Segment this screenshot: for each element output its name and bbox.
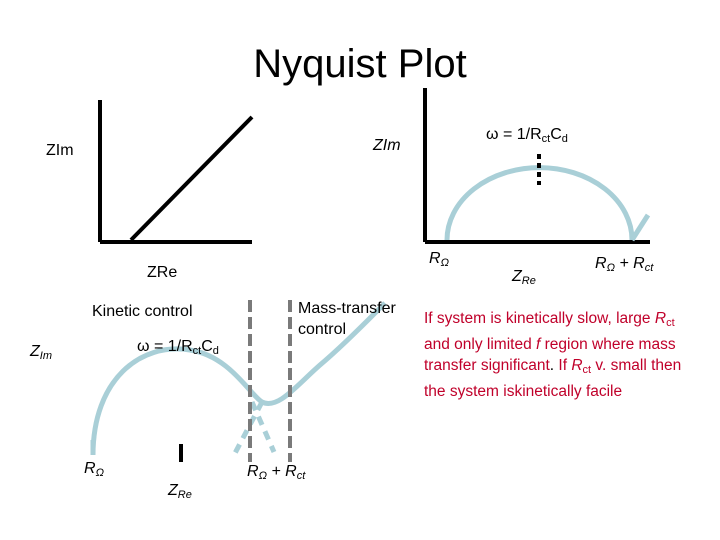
mixed-omega-label: $\omega = 1/R_{ct}C_d$ (137, 338, 219, 357)
mixed-dashed-extension-2 (252, 402, 274, 452)
semicircle-x-label: $Z_{Re}$ (512, 268, 536, 287)
mixed-r-omega-label: $R_\Omega$ (84, 460, 104, 479)
semicircle-panel (425, 88, 650, 242)
mass-transfer-label-line1: Mass-transfer (298, 300, 396, 317)
page-title: Nyquist Plot (253, 42, 467, 86)
mixed-y-label: $Z_{Im}$ (30, 343, 53, 362)
semicircle-y-label: ZIm (373, 137, 401, 154)
kinetic-control-label: Kinetic control (92, 303, 193, 320)
semicircle-r-total-label: $R_\Omega + R_{ct}$ (595, 255, 654, 274)
explanation-note: If system is kinetically slow, large $R_{ct}$ and only limited f region where mass transfer significant. If $R_{ct}$ v. small then the system iskinetically facile (424, 310, 682, 400)
mixed-x-label: $Z_{Re}$ (168, 482, 192, 501)
linear-x-label: ZRe (147, 264, 178, 281)
semicircle-curve (447, 168, 632, 240)
semicircle-omega-label: $\omega = 1/R_{ct}C_d$ (486, 126, 568, 145)
linear-response-line (131, 117, 252, 240)
linear-panel (100, 100, 252, 242)
semicircle-r-omega-label: $R_\Omega$ (429, 250, 449, 269)
linear-y-label: ZIm (46, 142, 74, 159)
mass-transfer-label-line2: control (298, 321, 347, 338)
mixed-r-total-label: $R_\Omega + R_{ct}$ (247, 463, 306, 482)
semicircle-tail (632, 215, 648, 240)
